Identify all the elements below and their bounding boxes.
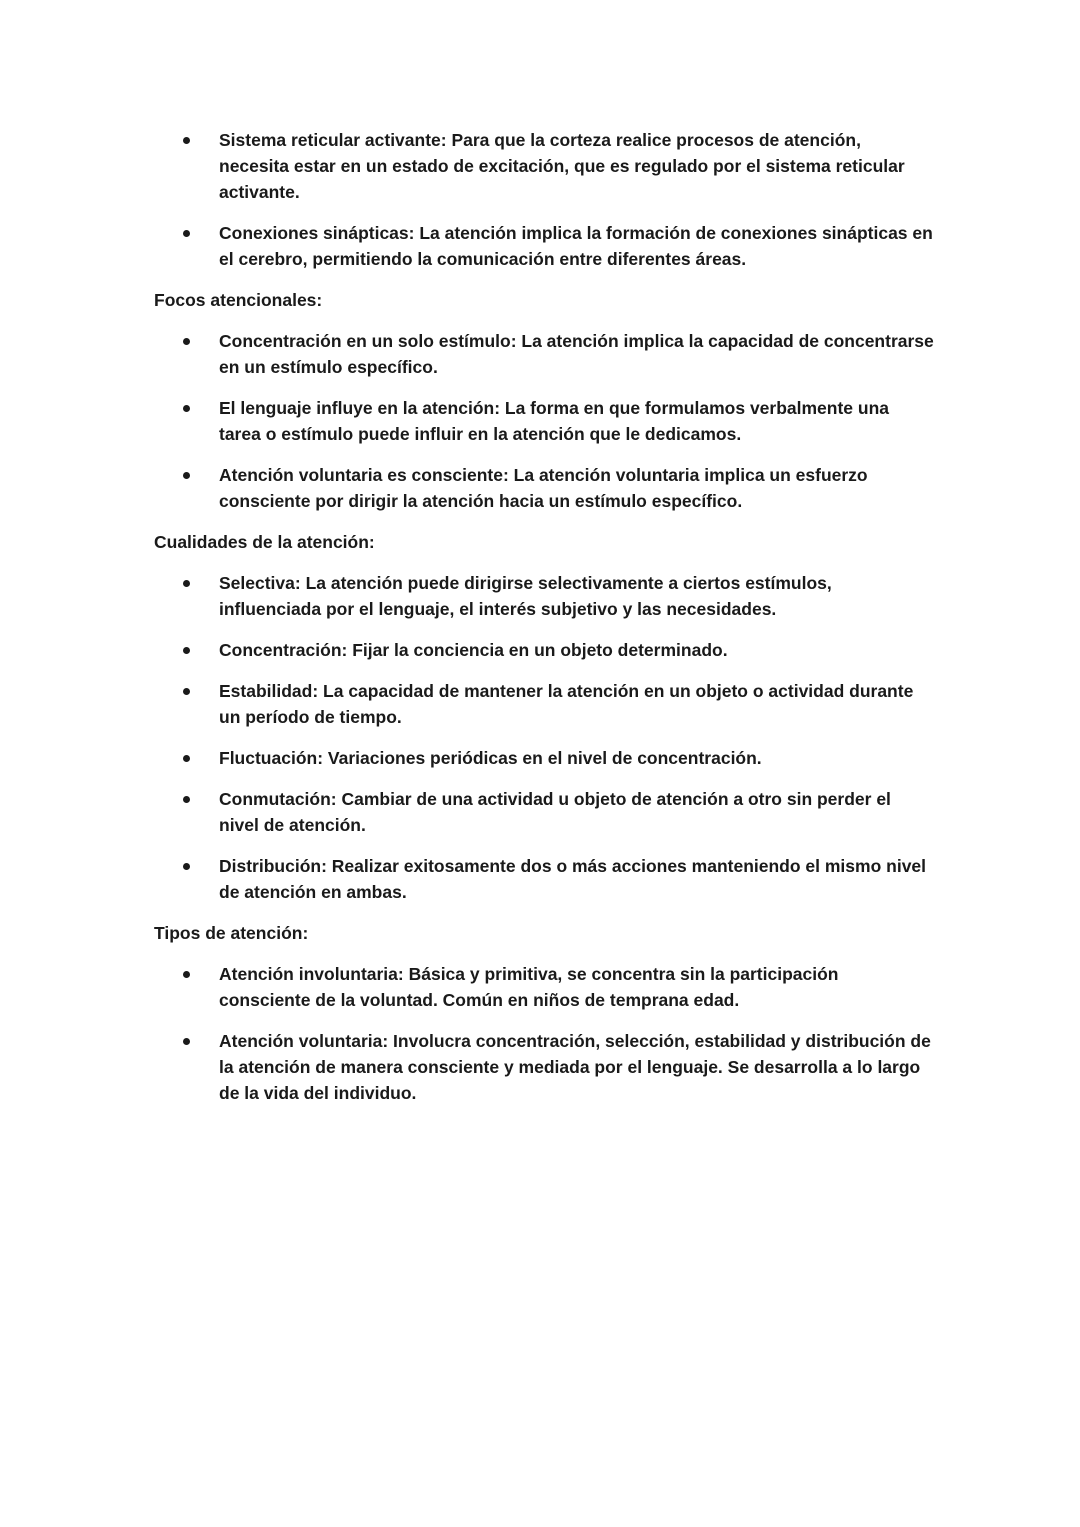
section-heading-tipos: Tipos de atención:: [154, 923, 309, 943]
list-item-text: Concentración en un solo estímulo: La atención implica la capacidad de concentrarse en un estímulo específico.: [219, 331, 934, 377]
list-item-text: Concentración: Fijar la conciencia en un objeto determinado.: [219, 640, 728, 660]
list-item-text: Estabilidad: La capacidad de mantener la atención en un objeto o actividad durante un período de tiempo.: [219, 681, 914, 727]
list-item: [154, 570, 934, 622]
bullet-icon: [183, 472, 190, 479]
list-item-text: Conmutación: Cambiar de una actividad u objeto de atención a otro sin perder el nivel de atención.: [219, 789, 891, 835]
list-item: [154, 745, 934, 771]
bullet-icon: [183, 796, 190, 803]
list-item: [154, 328, 934, 380]
section-heading-focos: Focos atencionales:: [154, 290, 323, 310]
cualidades-list: [154, 570, 934, 905]
bullet-icon: [183, 688, 190, 695]
bullet-icon: [183, 1038, 190, 1045]
bullet-icon: [183, 971, 190, 978]
list-item-text: Distribución: Realizar exitosamente dos o más acciones manteniendo el mismo nivel de atención en ambas.: [219, 856, 927, 902]
document-content: [154, 127, 934, 1121]
bullet-icon: [183, 863, 190, 870]
list-item: [154, 786, 934, 838]
list-item: [154, 678, 934, 730]
list-item-text: Atención involuntaria: Básica y primitiva, se concentra sin la participación consciente de la voluntad. Común en niños de temprana edad.: [219, 964, 839, 1010]
list-item-text: Conexiones sinápticas: La atención implica la formación de conexiones sinápticas en el cerebro, permitiendo la comunicación entre diferentes áreas.: [219, 223, 933, 269]
list-item: [154, 637, 934, 663]
bullet-icon: [183, 405, 190, 412]
bullet-icon: [183, 137, 190, 144]
list-item-text: El lenguaje influye en la atención: La forma en que formulamos verbalmente una tarea o estímulo puede influir en la atención que le dedicamos.: [219, 398, 890, 444]
list-item: [154, 1028, 934, 1106]
list-item: [154, 220, 934, 272]
bullet-icon: [183, 580, 190, 587]
list-item: [154, 853, 934, 905]
bullet-icon: [183, 755, 190, 762]
list-item-text: Sistema reticular activante: Para que la corteza realice procesos de atención, necesita estar en un estado de excitación, que es regulado por el sistema reticular activante.: [219, 130, 905, 202]
bullet-icon: [183, 338, 190, 345]
tipos-list: [154, 961, 934, 1106]
bullet-icon: [183, 647, 190, 654]
list-item: [154, 961, 934, 1013]
list-item: [154, 462, 934, 514]
list-item: [154, 127, 934, 205]
list-item: [154, 395, 934, 447]
section-heading-cualidades: Cualidades de la atención:: [154, 532, 375, 552]
bullet-icon: [183, 230, 190, 237]
continuation-list: [154, 127, 934, 272]
focos-list: [154, 328, 934, 514]
list-item-text: Selectiva: La atención puede dirigirse selectivamente a ciertos estímulos, influenciada por el lenguaje, el interés subjetivo y las necesidades.: [219, 573, 832, 619]
list-item-text: Atención voluntaria: Involucra concentración, selección, estabilidad y distribución de la atención de manera consciente y mediada por el lenguaje. Se desarrolla a lo largo de la vida del individuo.: [219, 1031, 931, 1103]
list-item-text: Atención voluntaria es consciente: La atención voluntaria implica un esfuerzo consciente por dirigir la atención hacia un estímulo específico.: [219, 465, 868, 511]
list-item-text: Fluctuación: Variaciones periódicas en el nivel de concentración.: [219, 748, 762, 768]
